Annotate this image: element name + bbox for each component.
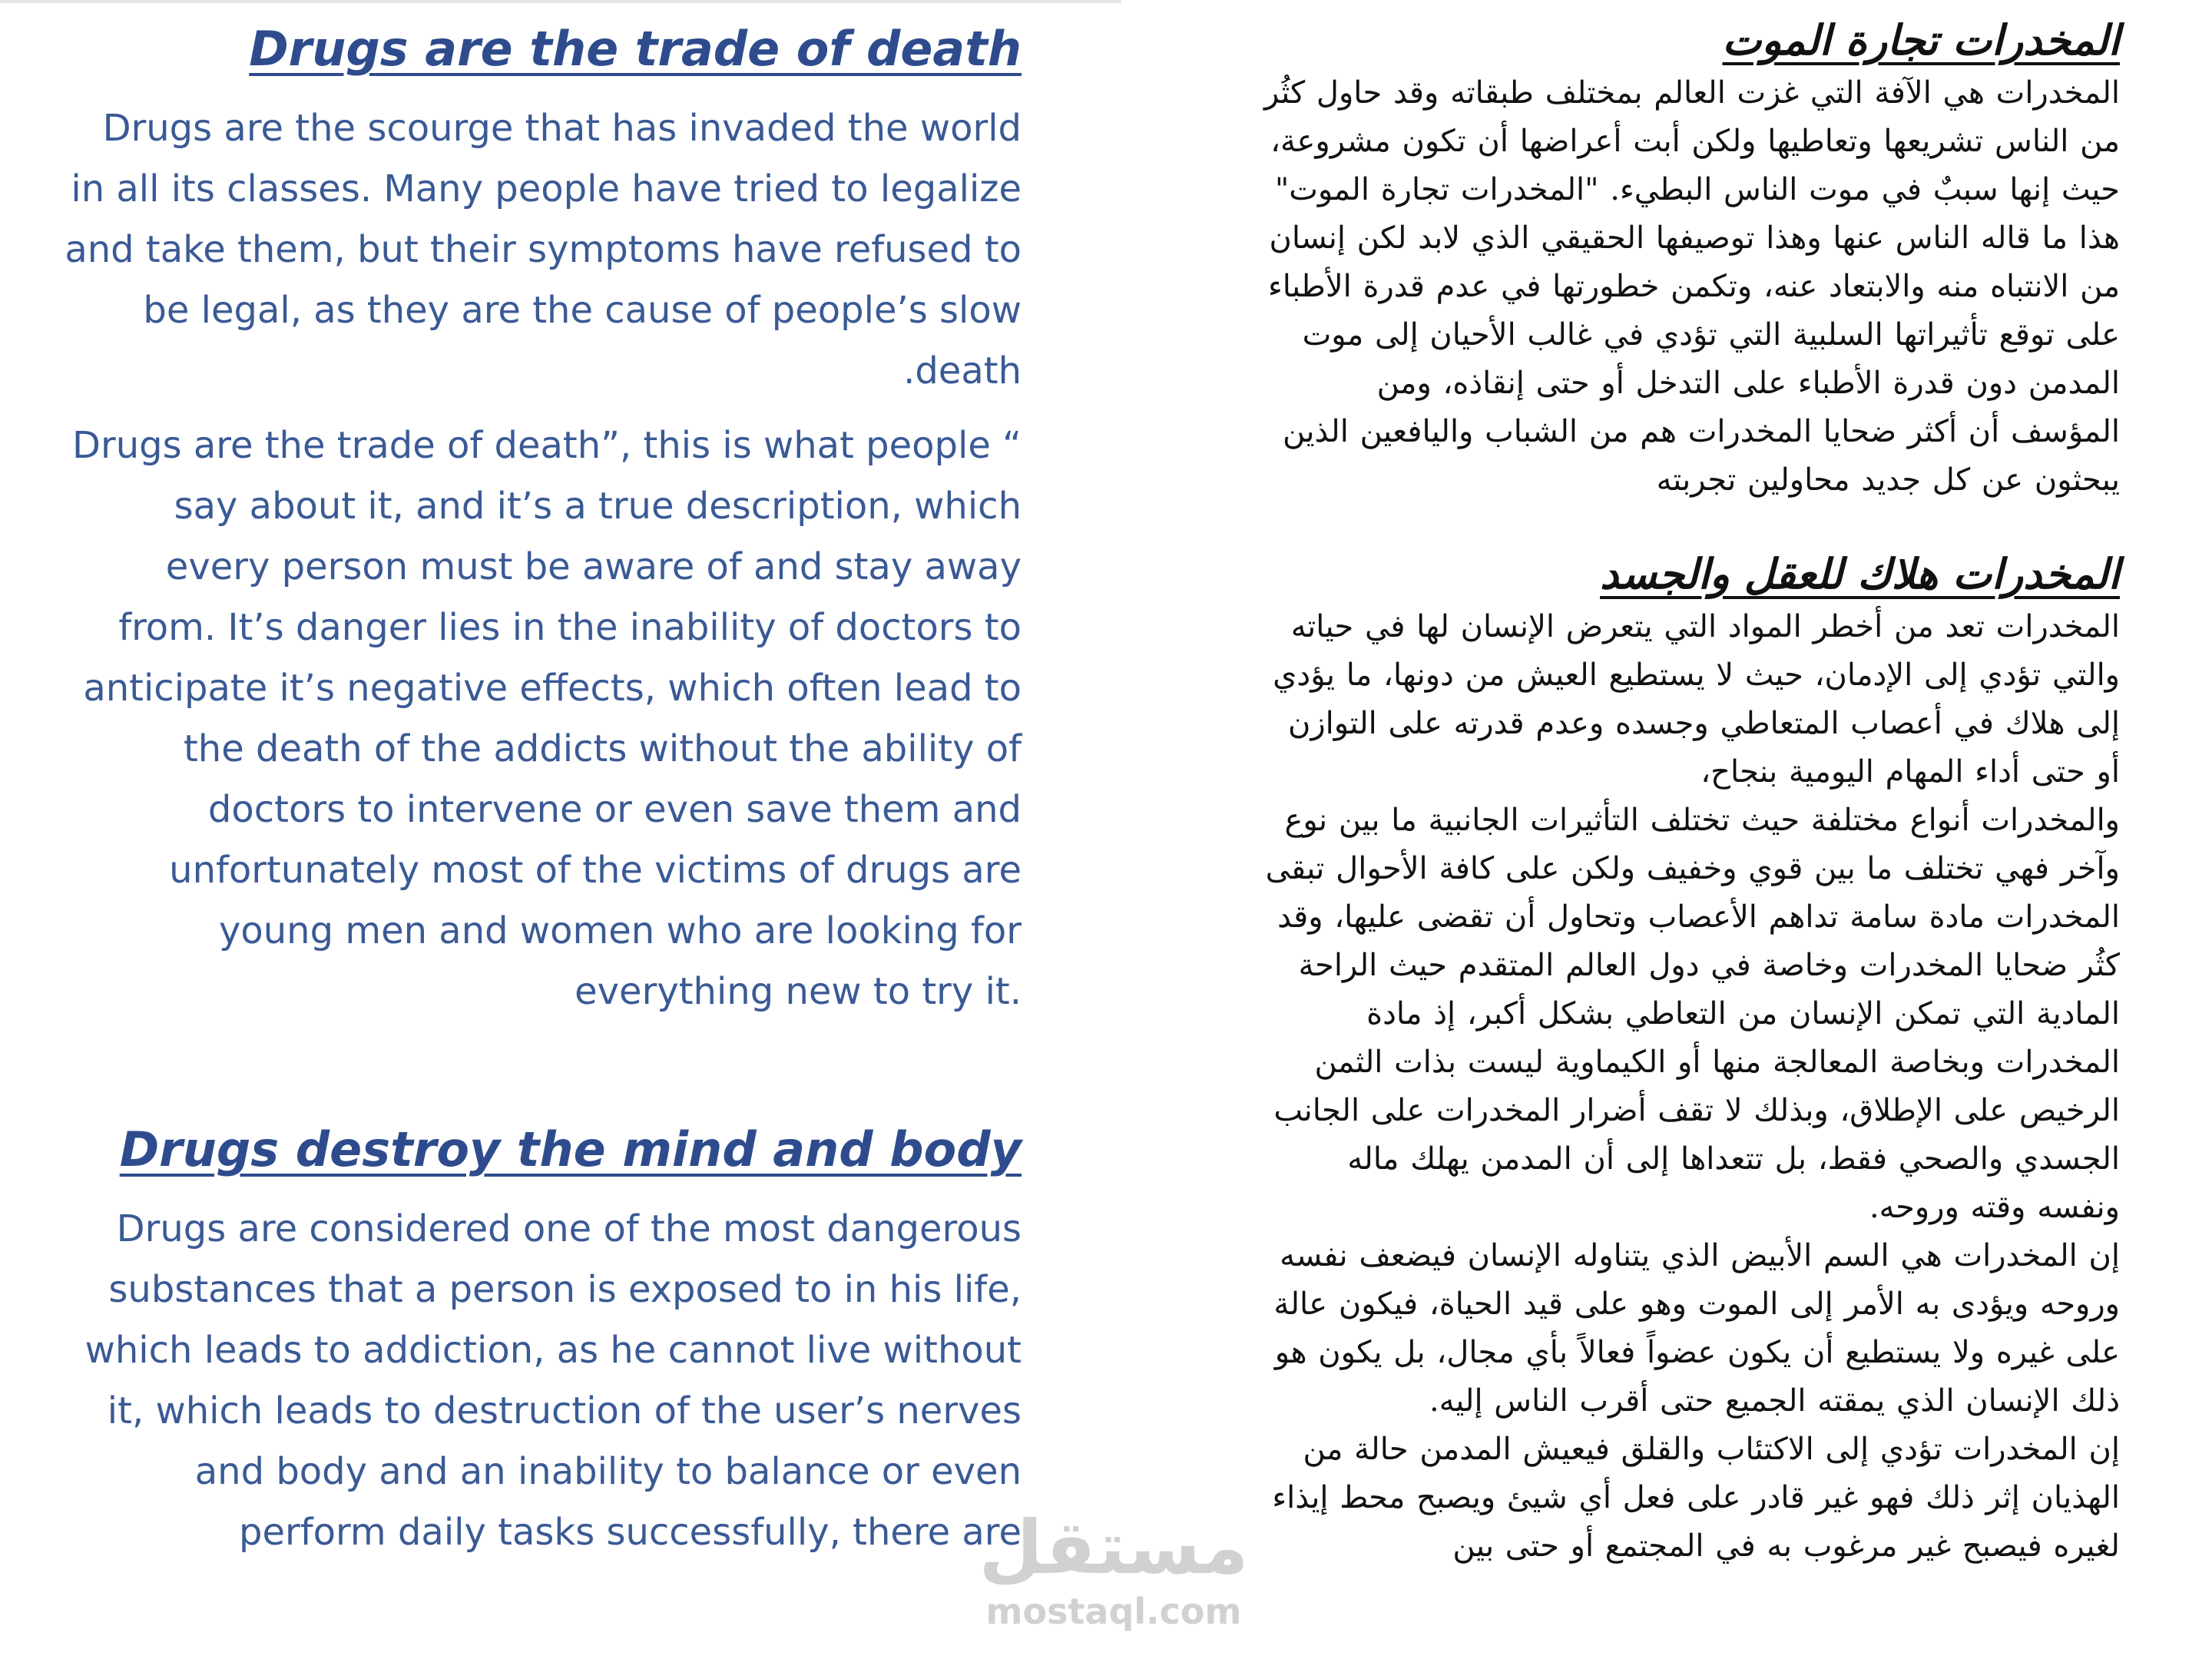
english-heading-trade-of-death: Drugs are the trade of death xyxy=(249,21,1022,77)
arabic-paragraph: إن المخدرات هي السم الأبيض الذي يتناوله الإنسان فيضعف نفسه وروحه ويؤدى به الأمر إلى الموت وهو على قيد الحياة، فيكون عالة على غيره ولا يستطيع أن يكون عضواً فعالاً بأي مجال، بل يكون هو ذلك الإنسان الذي يمقته الجميع حتى أقرب الناس إليه. xyxy=(1273,1238,2120,1419)
english-column xyxy=(61,14,1022,1563)
arabic-column xyxy=(1260,11,2120,1571)
arabic-heading-trade-of-death: المخدرات تجارة الموت xyxy=(1722,15,2120,65)
english-paragraph: Drugs are the scourge that has invaded the world in all its classes. Many people have tried to legalize and take them, but their symptoms have refused to be legal, as they are the cause of people’s slow .death xyxy=(65,107,1022,392)
english-section-mind-and-body xyxy=(61,1114,1022,1563)
watermark-site: mostaql.com xyxy=(985,1591,1242,1632)
arabic-section-trade-of-death xyxy=(1260,11,2120,505)
arabic-paragraph: المخدرات هي الآفة التي غزت العالم بمختلف طبقاته وقد حاول كثُر من الناس تشريعها وتعاطيها ولكن أبت أعراضها أن تكون مشروعة، حيث إنها سببٌ في موت الناس البطيء. "المخدرات تجارة الموت" هذا ما قاله الناس عنها وهذا توصيفها الحقيقي الذي لابد لكن إنسان من الانتباه منه والابتعاد عنه، وتكمن خطورتها في عدم قدرة الأطباء على توقع تأثيراتها السلبية التي تؤدي في غالب الأحيان إلى موت المدمن دون قدرة الأطباء على التدخل أو حتى إنقاذه، ومن المؤسف أن أكثر ضحايا المخدرات هم من الشباب واليافعين الذين يبحثون عن كل جديد محاولين تجربته xyxy=(1264,75,2120,498)
arabic-paragraph: والمخدرات أنواع مختلفة حيث تختلف التأثيرات الجانبية ما بين نوع وآخر فهي تختلف ما بين قوي وخفيف ولكن على كافة الأحوال تبقى المخدرات مادة سامة تداهم الأعصاب وتحاول أن تقضى عليها، وقد كثُر ضحايا المخدرات وخاصة في دول العالم المتقدم حيث الراحة المادية التي تمكن الإنسان من التعاطي بشكل أكبر، إذ مادة المخدرات وبخاصة المعالجة منها أو الكيماوية ليست بذات الثمن الرخيص على الإطلاق، وبذلك لا تقف أضرار المخدرات على الجانب الجسدي والصحي فقط، بل تتعداها إلى أن المدمن يهلك ماله ونفسه وقته وروحه. xyxy=(1265,803,2120,1225)
arabic-section-mind-and-body xyxy=(1260,545,2120,1571)
english-heading-mind-and-body: Drugs destroy the mind and body xyxy=(119,1121,1022,1177)
arabic-heading-mind-and-body: المخدرات هلاك للعقل والجسد xyxy=(1600,549,2120,598)
arabic-paragraph: المخدرات تعد من أخطر المواد التي يتعرض الإنسان لها في حياته والتي تؤدي إلى الإدمان، حيث لا يستطيع العيش من دونها، ما يؤدي إلى هلاك في أعصاب المتعاطي وجسده وعدم قدرته على التوازن أو حتى أداء المهام اليومية بنجاح، xyxy=(1273,609,2120,790)
arabic-paragraph: إن المخدرات تؤدي إلى الاكتئاب والقلق فيعيش المدمن حالة من الهذيان إثر ذلك فهو غير قادر على فعل أي شيئ ويصبح محط إيذاء لغيره فيصبح غير مرغوب به في المجتمع أو حتى بين xyxy=(1272,1432,2120,1564)
english-paragraph: Drugs are the trade of death”, this is what people “ say about it, and it’s a true description, which every person must be aware of and stay away from. It’s danger lies in the inability of doctors to anticipate it’s negative effects, which often lead to the death of the addicts without the ability of doctors to intervene or even save them and unfortunately most of the victims of drugs are young men and women who are looking for everything new to try it. xyxy=(72,424,1022,1013)
english-paragraph: Drugs are considered one of the most dangerous substances that a person is exposed to in his life, which leads to addiction, as he cannot live without it, which leads to destruction of the user’s nerves and body and an inability to balance or even perform daily tasks successfully, there are xyxy=(84,1207,1022,1554)
top-divider xyxy=(0,0,1121,3)
english-section-trade-of-death xyxy=(61,14,1022,1022)
watermark-logo: مستقل xyxy=(979,1505,1249,1591)
